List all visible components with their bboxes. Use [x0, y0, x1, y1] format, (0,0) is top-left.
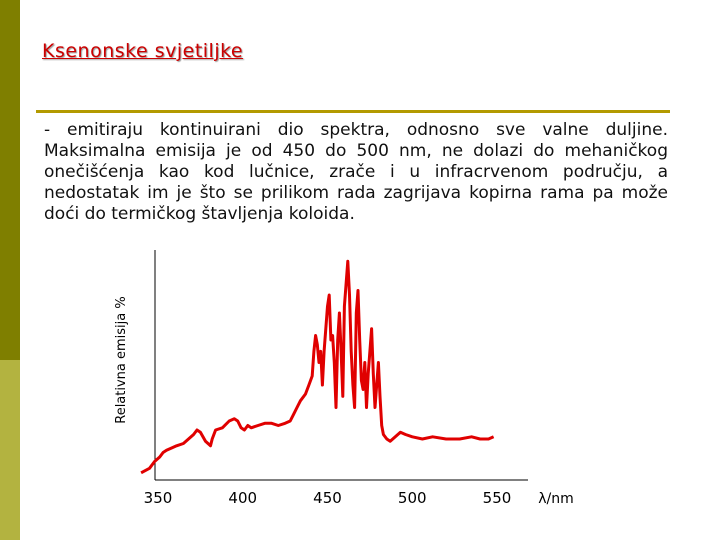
- x-tick-label-450: 450: [313, 489, 342, 507]
- emission-series-line-0: [141, 261, 494, 473]
- x-tick-labels: [144, 489, 512, 507]
- y-axis-label: Relativna emisija %: [114, 296, 129, 424]
- x-tick-label-400: 400: [228, 489, 258, 507]
- slide-title: Ksenonske svjetiljke: [42, 40, 244, 62]
- x-tick-label-500: 500: [397, 489, 427, 507]
- x-tick-label-550: 550: [482, 489, 512, 507]
- description-paragraph: - emitiraju kontinuirani dio spektra, odnosno sve valne duljine. Maksimalna emisija je od 450 do 500 nm, ne dolazi do mehaničkog onečišćenja kao kod lučnice, zrače i u infracrvenom području, a nedostatak im je što se prilikom rada zagrijava kopirna rama pa može doći do termičkog štavljenja koloida.: [44, 120, 668, 224]
- x-axis-label: λ/nm: [538, 491, 574, 507]
- x-tick-label-350: 350: [143, 489, 173, 507]
- series-layer: [141, 261, 494, 473]
